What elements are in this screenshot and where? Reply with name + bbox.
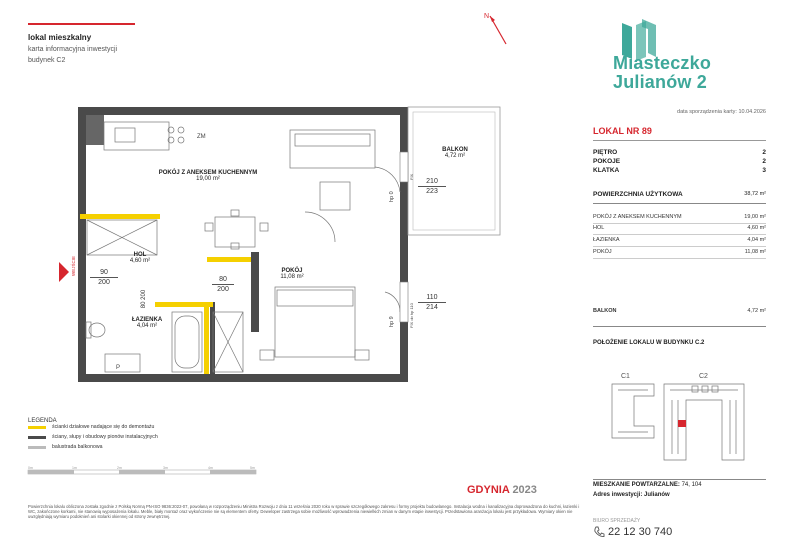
scale-tick: 1m [72,466,77,470]
scale-tick: 3m [163,466,168,470]
building-label-c2: C2 [699,373,708,380]
divider [593,234,766,235]
hp-label: hp 0 [389,191,395,202]
compass-label: N [484,13,490,20]
scale-tick: 4m [208,466,213,470]
balcony-row: BALKON 4,72 m² [593,308,766,314]
room-label: POKÓJ Z ANEKSEM KUCHENNYM 19,00 m² [158,170,258,182]
entrance-label: WEJŚCIE [71,255,76,276]
divider [593,223,766,224]
sales-phone[interactable]: 22 12 30 740 [608,526,673,538]
hp-label: hp 9 [389,316,395,327]
scale-tick: 0m [28,466,33,470]
room-row: POKÓJ 11,08 m² [593,249,766,255]
page-title: lokal mieszkalny [28,33,92,42]
divider [593,246,766,247]
room-row: ŁAZIENKA 4,04 m² [593,237,766,243]
unit-marker [678,420,686,427]
divider [593,140,766,141]
room-label: POKÓJ 11,08 m² [280,268,304,280]
legend-item: ściany, słupy i obudowy pionów instalacyjnych [52,434,158,440]
address-row: Adres inwestycji: Julianów [593,492,670,498]
attr-row: KLATKA 3 [593,167,766,174]
building-location-plan [594,356,766,474]
fixture-p: P [116,365,121,371]
room-row: POKÓJ Z ANEKSEM KUCHENNYM 19,00 m² [593,214,766,220]
door-dimension: 90 200 [90,268,118,287]
divider [593,326,766,327]
building-label-c1: C1 [621,373,630,380]
footer-disclaimer: Powierzchnia lokalu obliczona została zgodnie z Polską Normą PN-ISO 9836:2022-07, powołaną w rozporządzeniu Ministra Rozwoju z dnia 11 września 2020 roku w sprawie szczegółowego zakresu i formy projektu budowlanego. Instalacja wodna i kanalizacyjna doprowadzona do kuchni, łazienki i WC, zakończone korkami, nie stanowią wyposażenia lokalu. Meble, biały montaż oraz wykończenie nie są elementem oferty. Deweloper zastrzega sobie możliwość wprowadzenia niewielkich zmian w danym etapie inwestycji. Przedstawiona aranżacja lokalu jest przykładowa. Wymiary okien nie uwzględniają wymiaru podoknień ani stolarki okiennej od strony zewnętrznej. [28,504,580,520]
usable-area-row: POWIERZCHNIA UŻYTKOWA 38,72 m² [593,191,766,198]
legend-item: ścianki działowe nadające się do demontażu [52,424,155,430]
legend-swatch [28,426,46,429]
compass-north-icon [478,8,518,50]
attr-row: PIĘTRO 2 [593,149,766,156]
scale-tick: 2m [117,466,122,470]
location-title: POŁOŻENIE LOKALU W BUDYNKU C.2 [593,340,705,346]
fix-label: FIX do hp 110 [409,303,414,328]
legend-swatch [28,436,46,439]
logo-line-1: Miasteczko [613,53,712,73]
legend-item: balustrada balkonowa [52,444,103,450]
page-subtitle: karta informacyjna inwestycji [28,46,118,53]
logo-line-2: Julianów 2 [613,72,708,92]
card-date: data sporządzenia karty: 10.04.2026 [677,109,766,115]
door-dimension: 80 200 [212,275,234,294]
room-label: BALKON 4,72 m² [442,147,468,159]
room-row: HOL 4,60 m² [593,225,766,231]
fix-label: FIX [409,173,414,180]
city-badge: GDYNIA 2023 [467,484,537,496]
attr-row: POKOJE 2 [593,158,766,165]
scale-bar [28,466,268,486]
scale-tick: 5m [250,466,255,470]
door-dimension: 80 200 [141,289,147,309]
divider [593,258,766,259]
divider [593,479,766,480]
sales-label: BIURO SPRZEDAŻY [593,518,641,524]
header-accent-line [28,23,135,25]
repeat-row: MIESZKANIE POWTARZALNE: 74, 104 [593,482,702,488]
unit-title: LOKAL NR 89 [593,126,652,136]
divider [593,203,766,204]
door-dimension: 210 223 [418,177,446,196]
phone-icon [593,526,605,538]
building-label: budynek C2 [28,57,66,64]
legend-title: LEGENDA [28,418,57,424]
legend-swatch [28,446,46,449]
room-label: ŁAZIENKA 4,04 m² [131,317,163,329]
door-dimension: 110 214 [418,293,446,312]
floor-plan [55,92,525,402]
room-label: HOL 4,60 m² [129,252,151,264]
fixture-zm: ZM [197,134,206,140]
